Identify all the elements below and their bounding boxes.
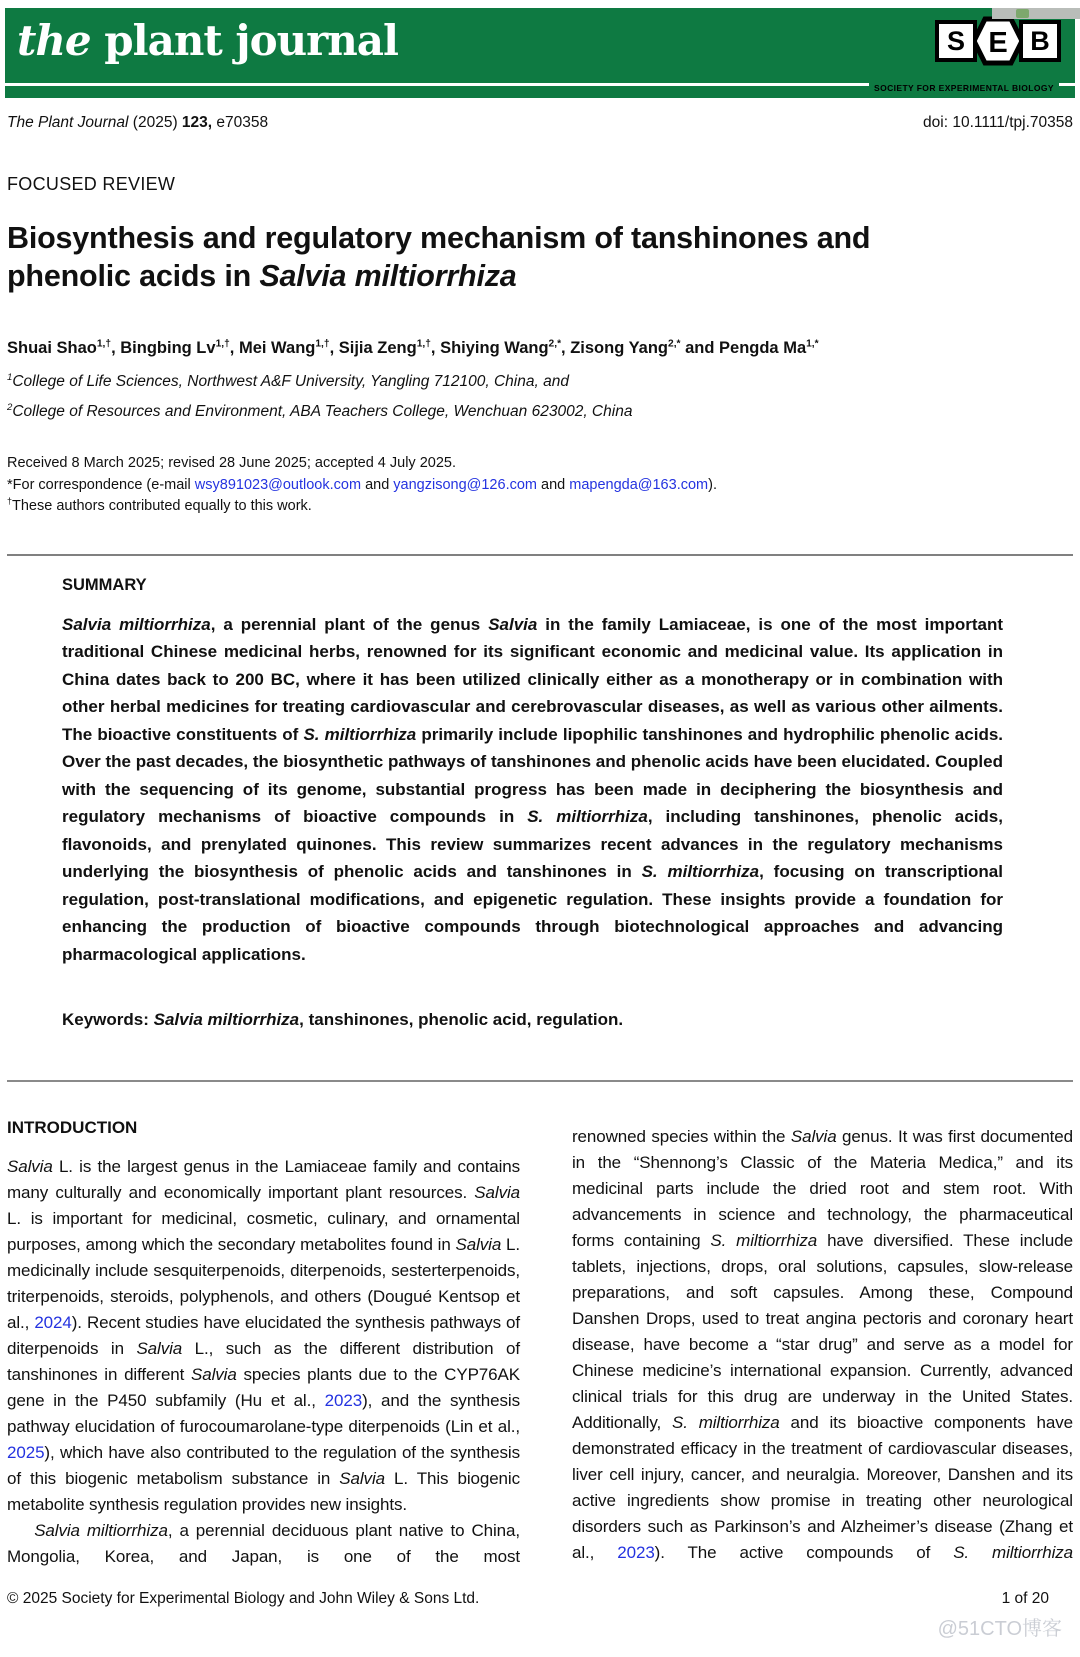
text-segment: , Mei Wang [229,339,316,357]
text-segment: , Sijia Zeng [329,339,417,357]
text-segment: and [361,476,394,493]
seb-caption: SOCIETY FOR EXPERIMENTAL BIOLOGY [869,83,1059,93]
text-segment: and [537,476,570,493]
text-segment: Biosynthesis and regulatory mechanism of tanshinones and [7,221,871,255]
text-segment: , including tanshinones, phenolic acids, flavonoids, and prenylated quinones. This review summarizes recent advances in the regulatory mechanisms underlying the biosynthesis of phenolic acids and tanshinones in [62,807,1003,881]
citation-link[interactable]: 2024 [34,1313,72,1332]
email-link[interactable]: wsy891023@outlook.com [194,476,362,493]
keywords-line [62,1010,1003,1030]
seb-logo [935,16,1061,66]
summary-section [7,556,1073,1031]
text-segment: have diversified. These include tablets, injections, drops, oral solutions, capsules, slow-release preparations, and soft capsules. Among these, Compound Danshen Drops, used to treat angina pectoris and coronary heart disease, have become a “star drug” and serve as a model for Chinese medicine’s international expansion. Currently, advanced clinical trials for this drug are underway in the United States. Additionally, [572,1231,1073,1432]
text-segment: Salvia [191,1365,237,1384]
text-segment: Salvia [790,1127,837,1146]
text-segment: S. miltiorrhiza [527,807,648,826]
text-segment: Keywords: [62,1010,154,1029]
affiliation-1 [7,370,1073,393]
text-segment: † [7,496,12,507]
text-segment: Shuai Shao [7,339,97,357]
article-history [7,453,1073,518]
introduction-paragraph-2 [7,1518,520,1570]
journal-logo-rest: plant journal [90,16,398,65]
text-segment: , focusing on transcriptional regulation, post-translational modifications, and epigenetic regulation. These insights provide a foundation for enhancing the production of bioactive compounds through biotechnological approaches and advancing pharmacological applications. [62,862,1003,964]
text-segment: S. miltiorrhiza [710,1231,818,1250]
text-segment: College of Resources and Environment, ABA Teachers College, Wenchuan 623002, China [12,403,633,420]
text-segment: , a perennial plant of the genus [210,614,489,634]
browser-artifact [992,8,1080,19]
text-segment: and its bioactive components have demonstrated efficacy in the treatment of cardiovascular diseases, liver cell injury, cancer, and neuralgia. Moreover, Danshen and its active ingredients show promise in treating other neurological disorders such as Parkinson’s and Alzheimer’s disease (Zhang et al., [572,1413,1073,1562]
text-segment: Salvia miltiorrhiza [259,259,517,293]
text-segment: and Pengda Ma [680,339,807,357]
page-footer [7,1590,1073,1608]
right-column [572,1110,1073,1570]
watermark: @51CTO博客 [937,1618,1062,1640]
text-segment: The Plant Journal [7,114,129,131]
introduction-paragraph-3 [572,1124,1073,1566]
text-segment: L. medicinally include sesquiterpenoids, diterpenoids, sesterterpenoids, triterpenoids, steroids, polyphenols, and others (Dougué Kentsop et al., [7,1235,520,1332]
text-segment: S. miltiorrhiza [953,1543,1073,1562]
doi: doi: 10.1111/tpj.70358 [923,114,1073,131]
favicon-artifact [1016,9,1029,18]
text-segment: L. is important for medicinal, cosmetic, culinary, and ornamental purposes, among which the secondary metabolites found in [7,1209,520,1254]
text-segment: L. is the largest genus in the Lamiaceae family and contains many culturally and economically important plant resources. [7,1157,520,1202]
text-segment: Salvia [474,1183,520,1202]
two-column-body [7,1110,1073,1570]
text-segment: (2025) [128,114,182,131]
text-segment: phenolic acids in [7,259,260,293]
summary-paragraph [62,611,1003,969]
text-segment: Salvia miltiorrhiza [34,1521,168,1540]
text-segment: L. This biogenic metabolite synthesis regulation provides new insights. [7,1469,520,1514]
text-segment: 1,† [215,338,230,350]
text-segment: ). [708,476,717,493]
text-segment: Salvia [136,1339,183,1358]
text-segment: Salvia miltiorrhiza [153,1010,300,1029]
article-type-label: FOCUSED REVIEW [7,174,176,194]
text-segment: S. miltiorrhiza [303,724,417,744]
text-segment: primarily include lipophilic tanshinones and hydrophilic phenolic acids. Over the past decades, the biosynthetic pathways of tanshinones and phenolic acids have been elucidated. Coupled with the sequencing of its genome, substantial progress has been made in deciphering the biosynthesis and regulatory mechanisms of bioactive compounds in [62,724,1004,826]
author-list [7,339,1073,358]
introduction-paragraph-1 [7,1154,520,1518]
text-segment: 1,† [96,338,112,350]
left-column [7,1110,520,1570]
text-segment: ), and the synthesis pathway elucidation of furocoumarolane-type diterpenoids (Lin et al., [7,1391,520,1436]
article-title [7,219,1073,295]
text-segment: 1,* [806,338,819,350]
text-segment: 2,* [668,338,681,350]
text-segment: , tanshinones, phenolic acid, regulation. [299,1010,624,1029]
text-segment: ). The active compounds of [654,1543,954,1562]
text-segment: Salvia miltiorrhiza [62,614,211,634]
seb-letter-s: S [935,20,977,62]
seb-letter-b: B [1019,20,1061,62]
text-segment: 2 [7,401,13,413]
citation-link[interactable]: 2025 [7,1443,45,1462]
equal-contribution-note [7,496,1073,518]
summary-heading: SUMMARY [62,575,147,594]
text-segment: ). Recent studies have elucidated the synthesis pathways of diterpenoids in [7,1313,520,1358]
text-segment: Salvia [488,614,538,634]
affiliation-2 [7,400,1073,423]
text-segment: , a perennial deciduous plant native to China, Mongolia, Korea, and Japan, is one of the most [7,1521,520,1566]
text-segment: S. miltiorrhiza [671,1413,780,1432]
text-segment: 1,† [315,338,330,350]
text-segment: S. miltiorrhiza [641,862,760,881]
citation-link[interactable]: 2023 [324,1391,363,1410]
email-link[interactable]: yangzisong@126.com [393,476,537,493]
email-link[interactable]: mapengda@163.com [569,476,709,493]
text-segment: , Zisong Yang [561,339,669,357]
article-page [0,114,1080,1608]
text-segment: ), which have also contributed to the regulation of the synthesis of this biogenic metabolism substance in [7,1443,520,1488]
text-segment: 1 [7,371,13,383]
text-segment: 2,* [548,338,562,350]
journal-banner [5,8,1075,98]
text-segment: 123, [181,114,213,131]
text-segment: College of Life Sciences, Northwest A&F University, Yangling 712100, China, and [12,373,569,390]
text-segment: , Shiying Wang [430,339,549,357]
reference-row [7,114,1073,132]
text-segment: species plants due to the CYP76AK gene in the P450 subfamily (Hu et al., [7,1365,520,1410]
introduction-top-rule [7,1080,1073,1082]
citation-link[interactable]: 2023 [617,1543,655,1562]
text-segment: These authors contributed equally to this work. [12,498,312,514]
correspondence-line [7,475,1073,497]
seb-letter-e-hexagon-icon [970,16,1026,66]
introduction-heading: INTRODUCTION [7,1118,138,1137]
text-segment: L., such as the different distribution of tanshinones in different [7,1339,520,1384]
text-segment: genus. It was first documented in the “Shennong’s Classic of the Materia Medica,” and its medicinal parts include the dried root and stem root. With advancements in science and technology, the pharmaceutical forms containing [572,1127,1074,1250]
text-segment: Salvia [7,1157,53,1176]
text-segment: *For correspondence (e-mail [7,476,195,493]
text-segment: 1,† [416,338,431,350]
text-segment: in the family Lamiaceae, is one of the most important traditional Chinese medicinal herbs, renowned for its significant economic and medicinal value. Its application in China dates back to 200 BC, where it has been utilized clinically either as a monotherapy or in combination with other herbal medicines for treating cardiovascular and cerebrovascular diseases, as well as various other ailments. The bioactive constituents of [62,614,1003,744]
svg-text:E: E [988,27,1008,59]
text-segment: renowned species within the [572,1127,791,1146]
copyright-notice: © 2025 Society for Experimental Biology and John Wiley & Sons Ltd. [7,1590,480,1607]
text-segment: , Bingbing Lv [111,339,216,357]
text-segment: Salvia [455,1235,502,1254]
journal-logo [17,16,398,65]
text-segment: e70358 [212,114,269,131]
received-dates: Received 8 March 2025; revised 28 June 2025; accepted 4 July 2025. [7,455,456,471]
text-segment: Salvia [339,1469,385,1488]
journal-citation [7,114,268,132]
page-number: 1 of 20 [1001,1590,1049,1607]
journal-logo-the: the [17,16,91,65]
